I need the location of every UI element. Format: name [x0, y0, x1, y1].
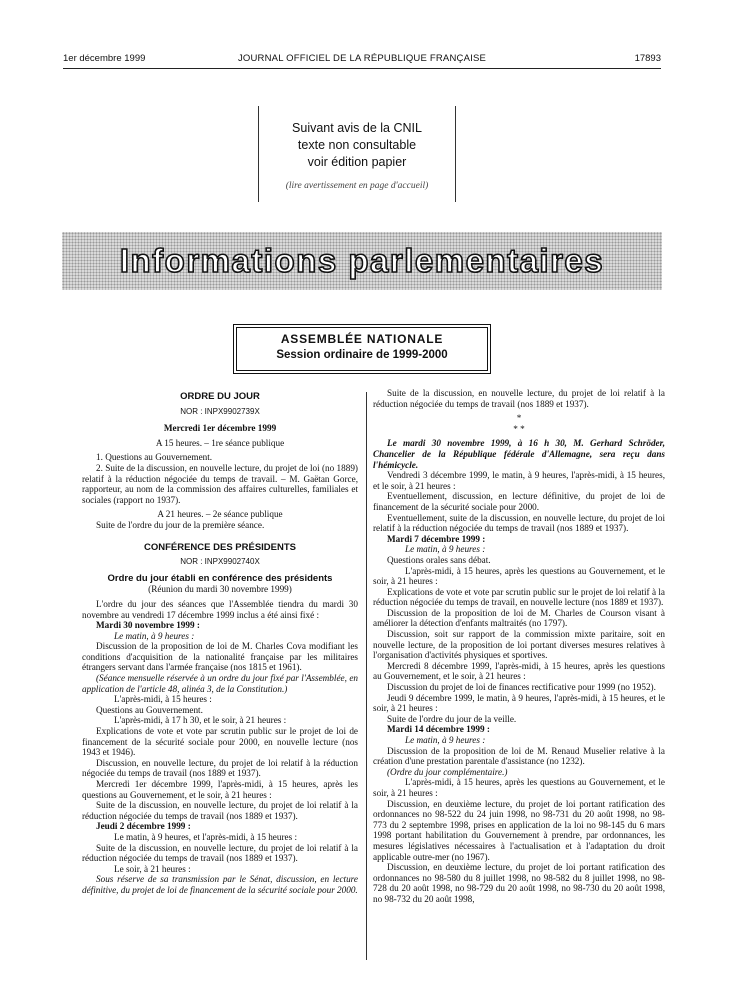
agenda-item: Discussion, en deuxième lecture, du projet de loi portant ratification des ordonnances no 98-580 du 8 juillet 1998, no 98-582 du 8 juillet 1998, no 98-728 du 20 août 1998, no 98-729 du 20 août 1998, no 98-730 du 20 août 1998, no 98-732 du 20 août 1998,	[373, 862, 665, 904]
day-heading: Mercredi 1er décembre 1999, l'après-midi, à 15 heures, après les questions au Gouvernement, et le soir, à 21 heures :	[82, 779, 358, 800]
agenda-item: Suite de la discussion, en nouvelle lecture, du projet de loi relatif à la réduction négociée du temps de travail (nos 1889 et 1937).	[373, 388, 665, 409]
header-date: 1er décembre 1999	[63, 53, 146, 64]
agenda-item: Suite de la discussion, en nouvelle lecture, du projet de loi relatif à la réduction négociée du temps de travail (nos 1889 et 1937).	[82, 842, 358, 864]
time-line: Le matin, à 9 heures, et l'après-midi, à 15 heures :	[114, 831, 298, 842]
seance-line: A 21 heures. – 2e séance publique	[157, 509, 283, 520]
cnil-note: (lire avertissement en page d'accueil)	[285, 181, 429, 191]
reunion-line: (Réunion du mardi 30 novembre 1999)	[148, 584, 292, 595]
day-heading: Jeudi 2 décembre 1999 :	[96, 821, 191, 832]
time-line: L'après-midi, à 15 heures, après les questions au Gouvernement, et le soir, à 21 heures :	[373, 565, 665, 587]
agenda-item: Suite de l'ordre du jour de la veille.	[387, 713, 517, 724]
day-heading: Mercredi 8 décembre 1999, l'après-midi, à 15 heures, après les questions au Gouvernement, et le soir, à 21 heures :	[373, 660, 665, 682]
agenda-item: Questions au Gouvernement.	[96, 704, 203, 715]
agenda-item: Suite de la discussion, en nouvelle lecture, du projet de loi relatif à la réduction négociée du temps de travail (nos 1889 et 1937).	[82, 800, 358, 821]
day-heading: Jeudi 9 décembre 1999, le matin, à 9 heures, l'après-midi, à 15 heures, et le soir, à 21 heures :	[373, 692, 665, 714]
agenda-note: (Ordre du jour complémentaire.)	[387, 766, 508, 777]
date-heading: Mercredi 1er décembre 1999	[163, 423, 277, 434]
left-column	[82, 388, 358, 896]
agenda-item: Sous réserve de sa transmission par le Sénat, discussion, en lecture définitive, du projet de loi de financement de la sécurité sociale pour 2000.	[82, 874, 358, 895]
odj-heading: Ordre du jour établi en conférence des présidents	[107, 572, 333, 584]
seance-line: A 15 heures. – 1re séance publique	[155, 437, 285, 448]
asterism-top: *	[516, 413, 522, 424]
conference-heading: CONFÉRENCE DES PRÉSIDENTS	[143, 541, 297, 553]
banner-title: Informations parlementaires	[119, 242, 605, 279]
agenda-item: Eventuellement, suite de la discussion, en nouvelle lecture, du projet de loi relatif à la réduction négociée du temps de travail (nos 1889 et 1937).	[373, 512, 665, 534]
agenda-item: Discussion, soit sur rapport de la commission mixte paritaire, soit en nouvelle lecture, de la proposition de loi portant diverses mesures relatives à l'organisation d'activités physiques et sportives.	[373, 629, 665, 661]
running-header	[63, 53, 661, 69]
right-column	[373, 388, 665, 905]
day-heading: Mardi 7 décembre 1999 :	[387, 533, 486, 544]
cnil-line-2: texte non consultable	[297, 138, 417, 152]
header-rule	[63, 68, 661, 69]
special-notice: Le mardi 30 novembre 1999, à 16 h 30, M. Gerhard Schröder, Chancelier de la République fédérale d'Allemagne, sera reçu dans l'hémicycle.	[373, 438, 665, 470]
agenda-item: Discussion de la proposition de loi de M. Renaud Muselier relative à la création d'une prestation parentale d'assistance (no 1232).	[373, 745, 665, 767]
agenda-item: 1. Questions au Gouvernement.	[96, 452, 213, 463]
time-line: L'après-midi, à 15 heures, après les questions au Gouvernement, et le soir, à 21 heures :	[373, 777, 665, 798]
assembly-box	[236, 327, 488, 371]
agenda-item: Discussion de la proposition de loi de M. Charles de Courson visant à améliorer la détection d'enfants maltraités (no 1797).	[373, 607, 665, 629]
agenda-note: (Séance mensuelle réservée à un ordre du jour fixé par l'Assemblée, en application de l'article 48, alinéa 3, de la Constitution.)	[82, 673, 358, 694]
cnil-notice	[258, 106, 456, 202]
journal-title: JOURNAL OFFICIEL DE LA RÉPUBLIQUE FRANÇAISE	[237, 53, 487, 64]
time-line: Le matin, à 9 heures :	[405, 735, 486, 745]
session-title: Session ordinaire de 1999-2000	[276, 349, 448, 361]
agenda-item: Suite de l'ordre du jour de la première séance.	[96, 519, 265, 530]
day-heading: Mardi 30 novembre 1999 :	[96, 620, 200, 631]
day-heading: Vendredi 3 décembre 1999, le matin, à 9 heures, l'après-midi, à 15 heures, et le soir, à 21 heures :	[373, 470, 665, 491]
time-line: Le soir, à 21 heures :	[114, 863, 191, 874]
page-number: 17893	[634, 53, 661, 64]
time-line: Le matin, à 9 heures :	[114, 630, 195, 641]
cnil-line-3: voir édition papier	[307, 155, 407, 169]
time-line: Le matin, à 9 heures :	[405, 544, 486, 555]
agenda-item: Explications de vote et vote par scrutin public sur le projet de loi relatif à la réduction négociée du temps de travail, en nouvelle lecture (nos 1889 et 1937).	[373, 586, 665, 608]
assembly-title: ASSEMBLÉE NATIONALE	[280, 332, 444, 346]
ordre-du-jour-heading: ORDRE DU JOUR	[180, 391, 260, 402]
cnil-line-1: Suivant avis de la CNIL	[292, 121, 422, 135]
asterism-bottom: * *	[513, 423, 525, 434]
agenda-item: Explications de vote et vote par scrutin public sur le projet de loi de financement de la sécurité sociale pour 2000, en nouvelle lecture (nos 1943 et 1946).	[82, 726, 358, 758]
agenda-item: Discussion de la proposition de loi de M. Charles Cova modifiant les conditions d'acquisition de la nationalité française par les militaires étrangers servant dans l'armée française (nos 1815 et 1961).	[82, 641, 358, 673]
agenda-item: Discussion, en nouvelle lecture, du projet de loi relatif à la réduction négociée du temps de travail (nos 1889 et 1937).	[82, 757, 358, 779]
agenda-item: Eventuellement, discussion, en lecture définitive, du projet de loi de financement de la sécurité sociale pour 2000.	[373, 491, 665, 512]
agenda-item: Discussion du projet de loi de finances rectificative pour 1999 (no 1952).	[387, 682, 656, 693]
time-line: L'après-midi, à 17 h 30, et le soir, à 21 heures :	[114, 715, 287, 726]
nor-reference: NOR : INPX9902739X	[180, 406, 260, 416]
column-divider	[366, 392, 367, 960]
nor-reference: NOR : INPX9902740X	[180, 557, 260, 567]
day-heading: Mardi 14 décembre 1999 :	[387, 724, 490, 735]
time-line: L'après-midi, à 15 heures :	[114, 694, 212, 705]
intro-paragraph: L'ordre du jour des séances que l'Assemblée tiendra du mardi 30 novembre au vendredi 17 décembre 1999 inclus a été ainsi fixé :	[82, 598, 358, 620]
agenda-item: Questions orales sans débat.	[387, 554, 491, 565]
agenda-item: 2. Suite de la discussion, en nouvelle lecture, du projet de loi (no 1889) relatif à la réduction négociée du temps de travail. – M. Gaëtan Gorce, rapporteur, au nom de la commission des affaires culturelles, familiales et sociales (rapport no 1937).	[82, 462, 358, 505]
agenda-item: Discussion, en deuxième lecture, du projet de loi portant ratification des ordonnances no 98-522 du 24 juin 1998, no 98-731 du 20 août 1998, no 98-773 du 2 septembre 1998, prises en application de la loi no 98-145 du 6 mars 1998 portant habilitation du Gouvernement à prendre, par ordonnances, les mesures législatives nécessaires à l'actualisation et à l'adaptation du droit applicable outre-mer (no 1967).	[373, 798, 665, 862]
